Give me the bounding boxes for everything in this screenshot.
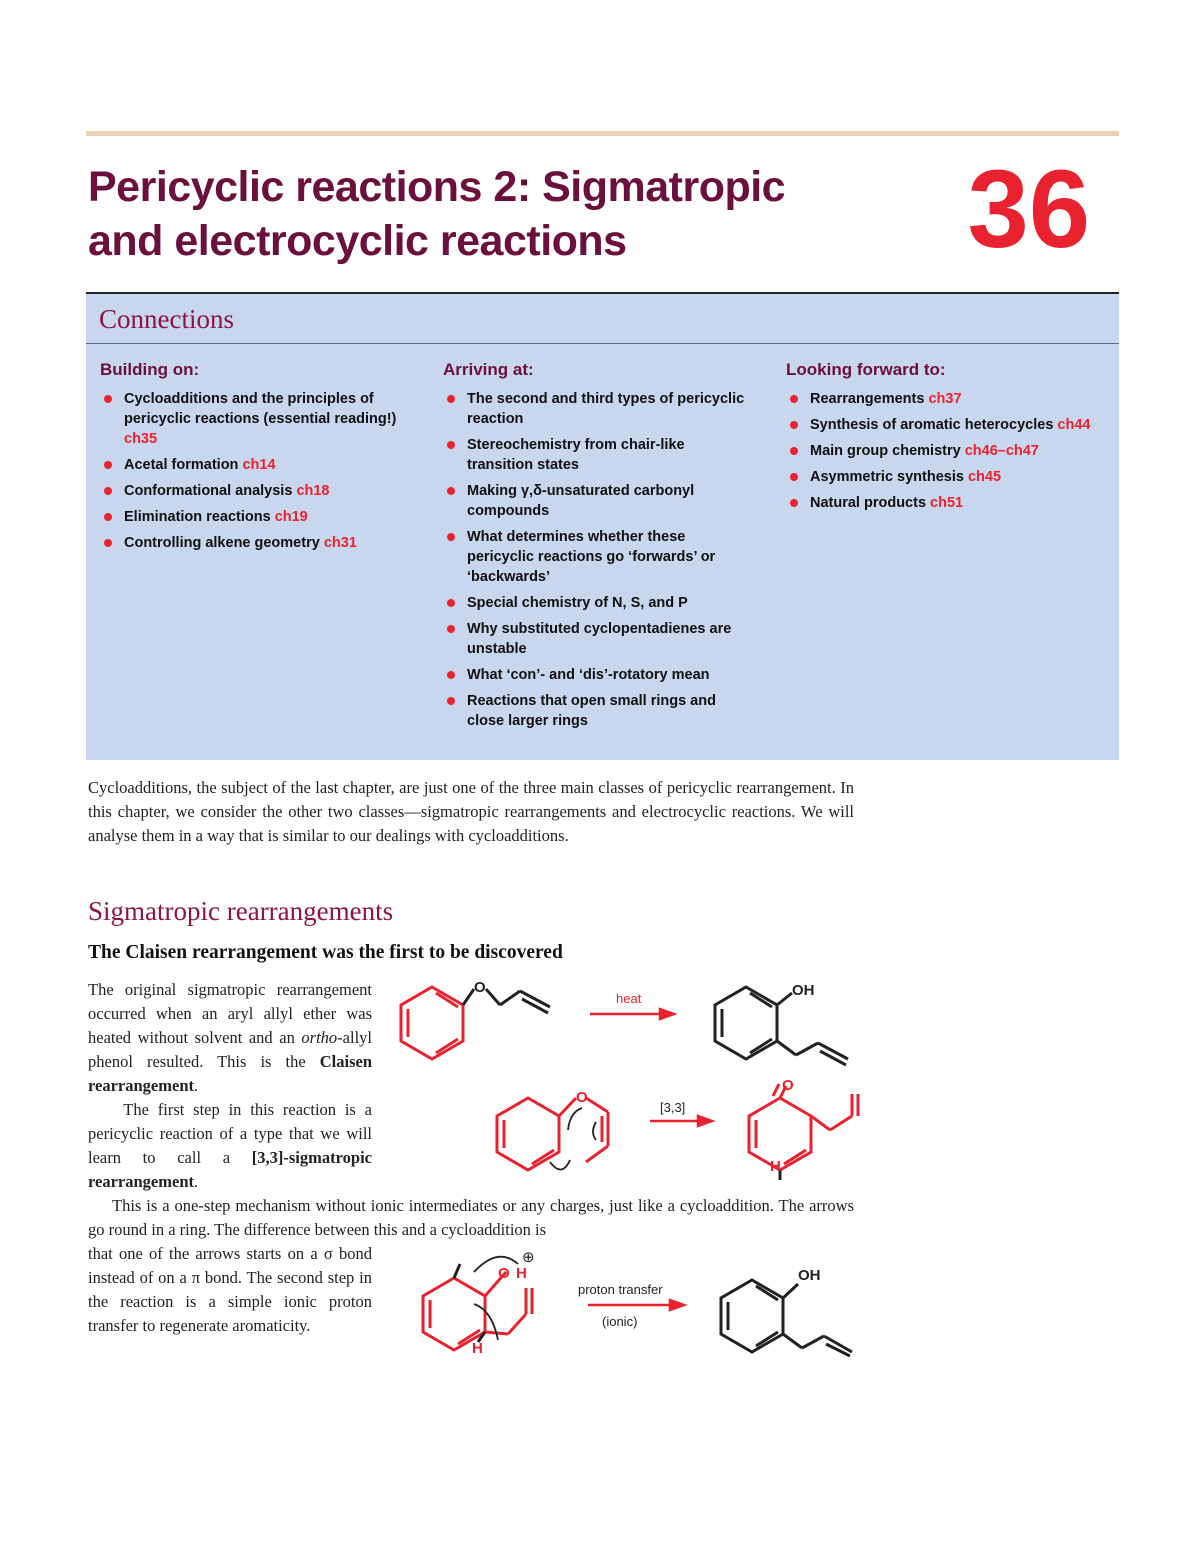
list-item: Special chemistry of N, S, and P (443, 593, 748, 613)
bullet-icon (447, 625, 455, 633)
mechanism-paragraph: This is a one-step mechanism without ionic intermediates or any charges, just like a cycloaddition. The arrows go round in a ring. The difference between this and a cycloaddition is (88, 1196, 854, 1239)
sigmatropic-label: [3,3] (660, 1100, 686, 1115)
chapter-ref[interactable]: ch45 (967, 469, 1002, 485)
hydroxyl-label: OH (792, 982, 815, 999)
list-item: Making γ,δ-unsaturated carbonyl compounds (443, 481, 748, 521)
proton-transfer-label: proton transfer (578, 1282, 663, 1297)
sigmatropic-arrow-icon (650, 1116, 712, 1126)
list-item: Synthesis of aromatic heterocycles ch44 (786, 415, 1091, 435)
list-item: Elimination reactions ch19 (100, 507, 405, 527)
bullet-icon (790, 499, 798, 507)
oxygen-label: O (498, 1265, 510, 1282)
section-subheading: The Claisen rearrangement was the first to be discovered (88, 942, 563, 963)
ortho-allyl-phenol-product (721, 1280, 852, 1356)
intro-paragraph: Cycloadditions, the subject of the last chapter, are just one of the three main classes of pericyclic rearrangement. In this chapter, we consider the other two classes—sigmatropic rearrangements and electrocyclic reactions. We will analyse them in a way that is similar to our dealings with cycloadditions. (88, 778, 854, 845)
column-building-on (100, 360, 405, 559)
chapter-ref[interactable]: ch18 (296, 483, 330, 499)
oxygen-label: O (576, 1089, 588, 1106)
chapter-ref[interactable]: ch46–ch47 (964, 443, 1039, 459)
hydrogen-label: H (516, 1265, 527, 1282)
column-looking-forward (786, 360, 1091, 519)
column-title: Looking forward to: (786, 360, 946, 379)
column-title: Arriving at: (443, 360, 534, 379)
claisen-paragraph: The original sigmatropic rearrangement occurred when an aryl allyl ether was heated without solvent and an ortho-allyl phenol resulted. This is the Claisen rearrangement. The first step in this reaction is a pericyclic reaction of a type that we will learn to call a [3,3]-sigmatropic rearrangement. (88, 980, 373, 1191)
list-item: Main group chemistry ch46–ch47 (786, 441, 1091, 461)
transition-ring (497, 1098, 608, 1170)
bullet-icon (790, 473, 798, 481)
list-item: Reactions that open small rings and close larger rings (443, 691, 748, 731)
bullet-icon (790, 395, 798, 403)
column-title: Building on: (100, 360, 200, 379)
oxygen-label: O (474, 979, 486, 996)
chapter-number: 36 (967, 148, 1090, 271)
heat-label: heat (616, 991, 642, 1006)
bullet-icon (104, 539, 112, 547)
bullet-icon (790, 447, 798, 455)
ortho-allyl-phenol (715, 987, 848, 1065)
chapter-ref[interactable]: ch44 (1057, 417, 1091, 433)
ionic-label: (ionic) (602, 1314, 638, 1329)
bullet-icon (447, 395, 455, 403)
claisen-scheme (388, 975, 868, 1075)
title-line-2: and electrocyclic reactions (88, 217, 627, 265)
list-item: Conformational analysis ch18 (100, 481, 405, 501)
chapter-ref[interactable]: ch19 (274, 509, 308, 525)
list-item: Why substituted cyclopentadienes are unstable (443, 619, 748, 659)
title-line-1: Pericyclic reactions 2: Sigmatropic (88, 163, 786, 211)
section-heading: Sigmatropic rearrangements (88, 896, 394, 926)
proton-paragraph: that one of the arrows starts on a σ bond instead of on a π bond. The second step in the reaction is a simple ionic proton transfer to regenerate aromaticity. (88, 1244, 372, 1335)
hydrogen-label: H (770, 1158, 781, 1175)
bullet-icon (104, 395, 112, 403)
bullet-icon (447, 671, 455, 679)
bullet-icon (447, 533, 455, 541)
list-item: What determines whether these pericyclic reactions go ‘forwards’ or ‘backwards’ (443, 527, 748, 587)
curly-arrow-icon (474, 1257, 518, 1340)
column-arriving-at (443, 360, 748, 737)
list-item: Cycloadditions and the principles of pericyclic reactions (essential reading!) ch35 (100, 389, 405, 449)
sigmatropic-scheme (490, 1080, 870, 1180)
heat-arrow-icon (590, 1009, 674, 1019)
bullet-icon (447, 599, 455, 607)
list-item: Controlling alkene geometry ch31 (100, 533, 405, 553)
bullet-icon (447, 697, 455, 705)
aryl-allyl-ether (401, 987, 550, 1059)
chapter-ref[interactable]: ch37 (928, 391, 962, 407)
positive-charge-icon: ⊕ (522, 1249, 535, 1266)
list-item: Rearrangements ch37 (786, 389, 1091, 409)
list-item: Stereochemistry from chair-like transition states (443, 435, 748, 475)
hydroxyl-label: OH (798, 1267, 821, 1284)
chapter-ref[interactable]: ch31 (323, 535, 357, 551)
bullet-icon (447, 487, 455, 495)
hydrogen-label: H (472, 1340, 483, 1357)
list-item: Asymmetric synthesis ch45 (786, 467, 1091, 487)
oxygen-label: O (782, 1080, 794, 1094)
bullet-icon (104, 513, 112, 521)
connections-heading: Connections (86, 294, 1119, 344)
bullet-icon (447, 441, 455, 449)
chapter-ref[interactable]: ch35 (124, 431, 158, 447)
bullet-icon (104, 487, 112, 495)
dienone-intermediate (749, 1084, 858, 1180)
bullet-icon (104, 461, 112, 469)
connections-panel (86, 292, 1119, 760)
list-item: The second and third types of pericyclic reaction (443, 389, 748, 429)
top-rule (86, 131, 1119, 136)
chapter-ref[interactable]: ch51 (930, 495, 964, 511)
chapter-title (88, 160, 908, 268)
chapter-ref[interactable]: ch14 (242, 457, 276, 473)
list-item: What ‘con’- and ‘dis’-rotatory mean (443, 665, 748, 685)
proton-transfer-arrow-icon (588, 1300, 684, 1310)
bullet-icon (790, 421, 798, 429)
list-item: Acetal formation ch14 (100, 455, 405, 475)
list-item: Natural products ch51 (786, 493, 1091, 513)
